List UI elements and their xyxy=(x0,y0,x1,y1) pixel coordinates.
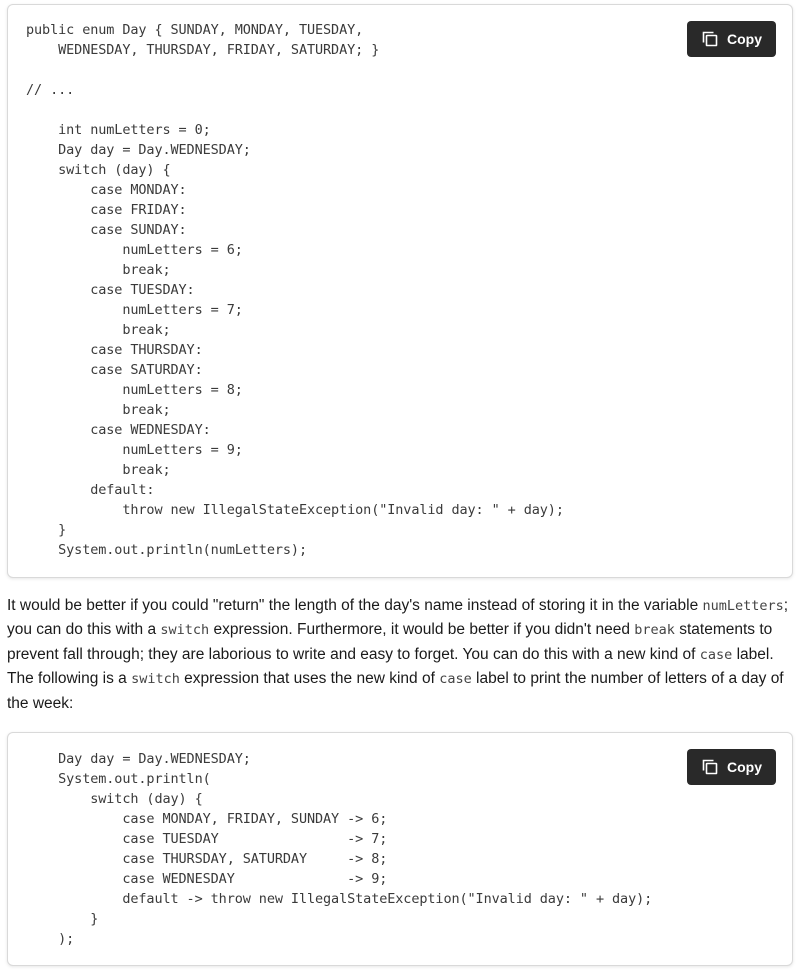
code-content: public enum Day { SUNDAY, MONDAY, TUESDAY, WEDNESDAY, THURSDAY, FRIDAY, SATURDAY; } // ... int numLetters = 0; Day day = Day.WEDNESDAY; switch (day) { case MONDAY: case FRIDAY: case SUNDAY: numLetters = 6; break; case TUESDAY: numLetters = 7; break; case THURSDAY: case SATURDAY: numLetters = 8; break; case WEDNESDAY: numLetters = 9; break; default: throw new IllegalStateException("Invalid day: " + day); } System.out.println(numLetters); xyxy=(26,22,564,558)
explanation-paragraph: It would be better if you could "return" the length of the day's name instead of storing it in the variable numLetters; you can do this with a switch expression. Furthermore, it would be better if you didn't need break statements to prevent fall through; they are laborious to write and easy to forget. You can do this with a new kind of case label. The following is a switch expression that uses the new kind of case label to print the number of letters of a day of the week: xyxy=(7,597,789,712)
copy-button-label: Copy xyxy=(727,31,762,47)
copy-button-label: Copy xyxy=(727,759,762,775)
inline-code: break xyxy=(634,622,675,639)
copy-button[interactable] xyxy=(687,749,776,785)
code-block-switch-expression xyxy=(7,732,793,966)
copy-icon xyxy=(701,758,719,776)
inline-code: switch xyxy=(131,671,180,688)
code-content: Day day = Day.WEDNESDAY; System.out.println( switch (day) { case MONDAY, FRIDAY, SUNDAY -> 6; case TUESDAY -> 7; case THURSDAY, SATURDAY -> 8; case WEDNESDAY -> 9; default -> throw new IllegalStateException("Invalid day: " + day); } ); xyxy=(58,751,653,947)
code-block-enum-switch-statement xyxy=(7,4,793,578)
copy-icon xyxy=(701,30,719,48)
inline-code: numLetters xyxy=(702,598,784,614)
inline-code: switch xyxy=(160,622,210,639)
copy-button[interactable] xyxy=(687,21,776,57)
inline-code: case xyxy=(699,646,733,663)
inline-code: case xyxy=(439,671,472,688)
